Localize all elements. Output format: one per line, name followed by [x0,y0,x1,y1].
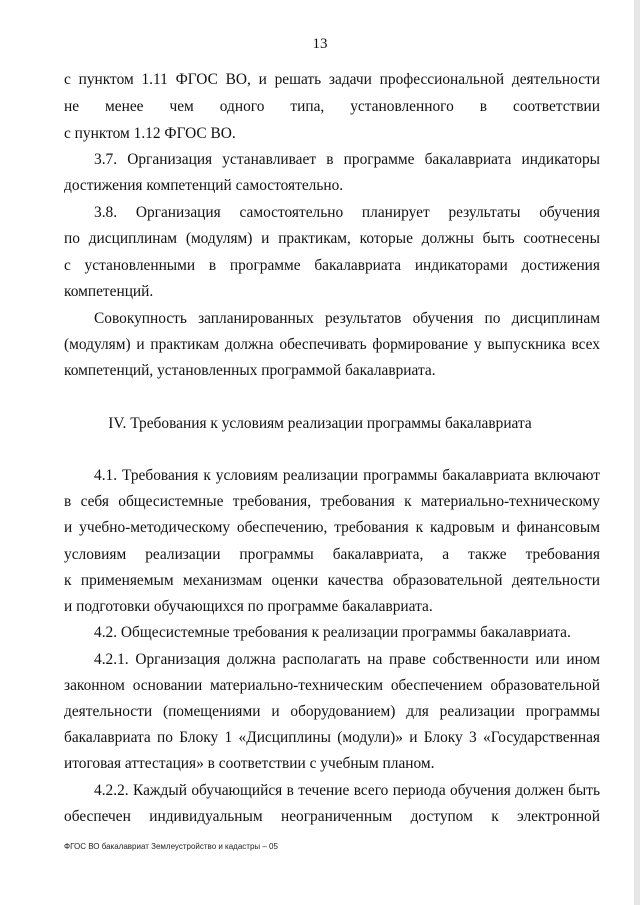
section-heading: IV. Требования к условиям реализации программы бакалавриата [108,415,532,432]
text-line: итоговая аттестация» в соответствии с учебным планом. [64,755,435,772]
text-line: 4.1. Требования к условиям реализации программы бакалавриата включают [94,467,600,484]
text-line: к применяемым механизмам оценки качества образовательной деятельности [64,572,600,589]
text-line: компетенций. [64,283,154,300]
text-line: достижения компетенций самостоятельно. [64,177,344,194]
text-line: компетенций, установленных программой бакалавриата. [64,362,436,379]
text-line: с пунктом 1.12 ФГОС ВО. [64,125,236,142]
text-line: с пунктом 1.11 ФГОС ВО, и решать задачи профессиональной деятельности [64,71,600,88]
text-line: в себя общесистемные требования, требования к материально-техническому [64,493,600,510]
text-line: по дисциплинам (модулям) и практикам, которые должны быть соотнесены [64,230,600,247]
text-line: деятельности (помещениями и оборудованием) для реализации программы [64,703,600,720]
text-line: обеспечен индивидуальным неограниченным доступом к электронной [64,808,600,825]
text-line: и учебно-методическому обеспечению, требования к кадровым и финансовым [64,519,600,536]
text-line: бакалавриата по Блоку 1 «Дисциплины (модули)» и Блоку 3 «Государственная [64,729,600,746]
text-line: Совокупность запланированных результатов обучения по дисциплинам [94,310,600,327]
text-line: 4.2.1. Организация должна располагать на праве собственности или ином [94,651,600,668]
text-line: 4.2. Общесистемные требования к реализации программы бакалавриата. [94,624,571,641]
text-line: 4.2.2. Каждый обучающийся в течение всего периода обучения должен быть [94,782,600,799]
text-line: (модулям) и практикам должна обеспечивать формирование у выпускника всех [64,336,600,353]
text-line: не менее чем одного типа, установленного в соответствии [64,98,600,115]
text-line: 3.8. Организация самостоятельно планирует результаты обучения [94,204,600,221]
text-line: законном основании материально-техническим обеспечением образовательной [64,677,600,694]
scan-edge [634,0,640,905]
text-line: 3.7. Организация устанавливает в программе бакалавриата индикаторы [94,151,600,168]
text-line: и подготовки обучающихся по программе бакалавриата. [64,598,433,615]
page-number: 13 [312,36,328,52]
text-line: условиям реализации программы бакалавриата, а также требования [64,546,600,563]
page-footer: ФГОС ВО бакалавриат Землеустройство и кадастры – 05 [64,842,278,851]
text-line: с установленными в программе бакалавриата индикаторами достижения [64,257,600,274]
